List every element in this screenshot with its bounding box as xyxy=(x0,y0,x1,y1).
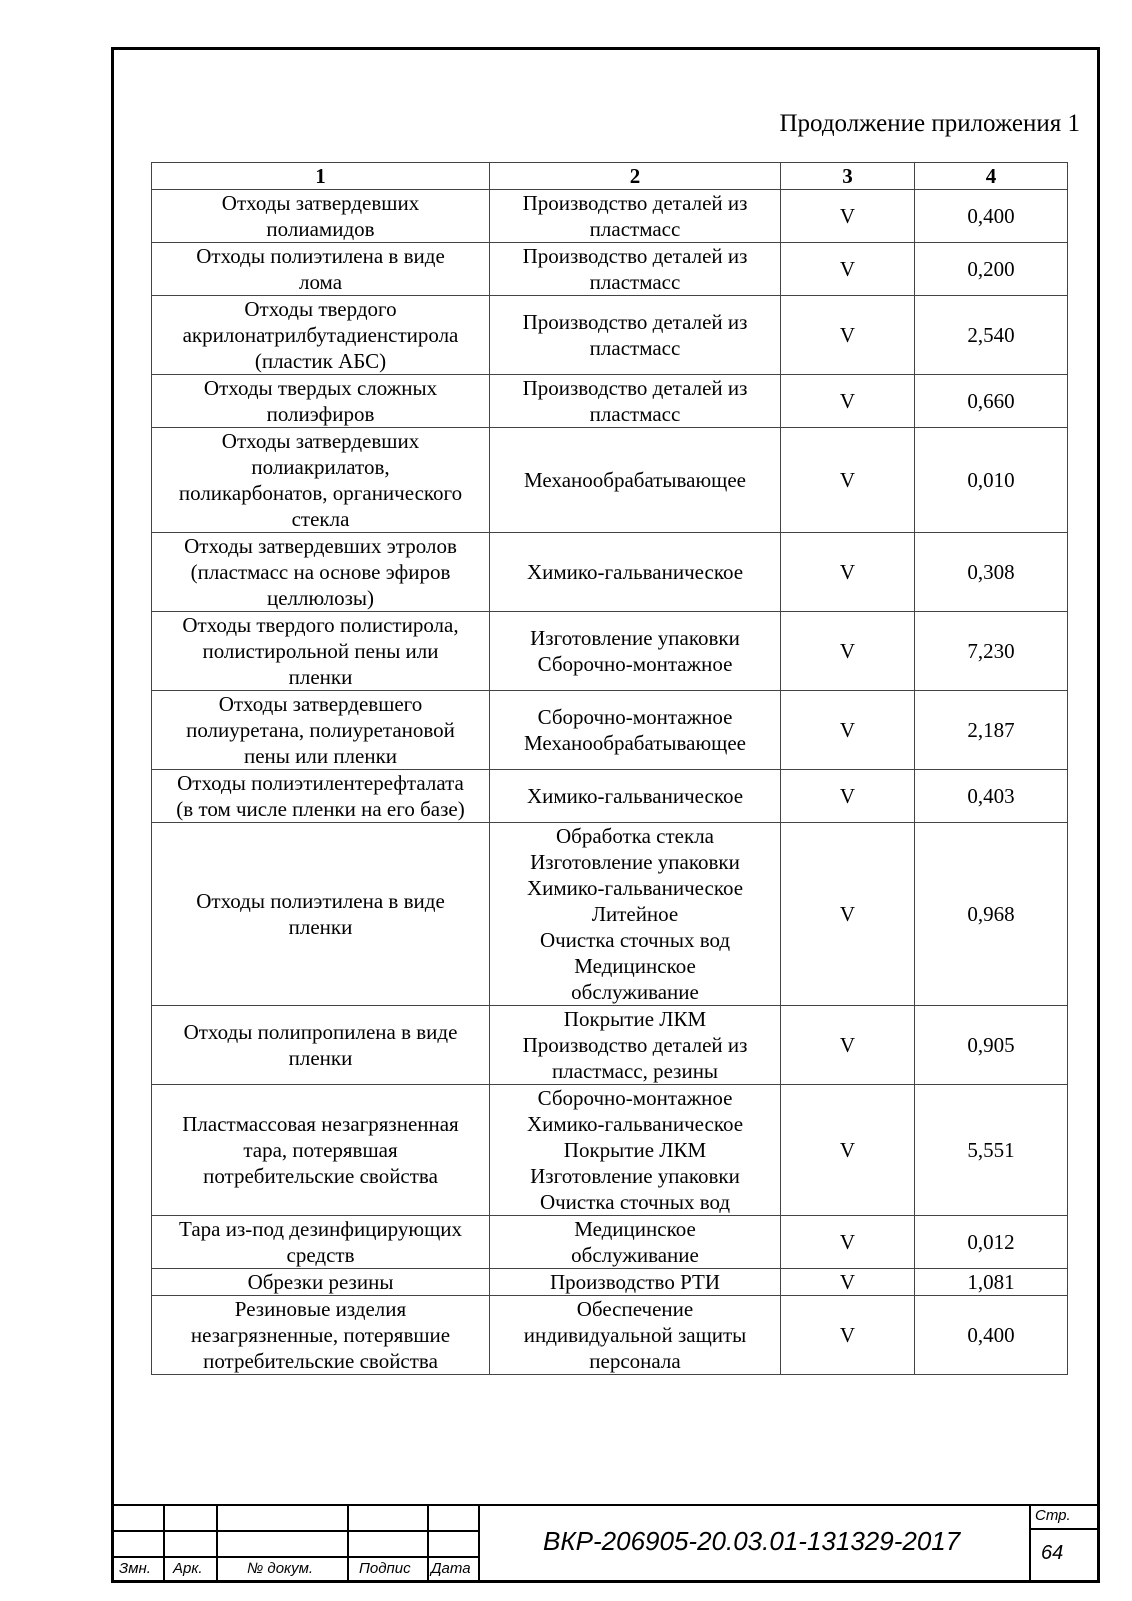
table-row xyxy=(152,691,1068,770)
table-row xyxy=(152,1296,1068,1375)
source-cell: Обработка стекла Изготовление упаковки Химико-гальваническое Литейное Очистка сточных вод Медицинское обслуживание xyxy=(490,823,781,1006)
source-cell: Производство РТИ xyxy=(490,1269,781,1296)
source-cell: Механообрабатывающее xyxy=(490,428,781,533)
hazard-class-cell: V xyxy=(781,190,915,243)
hazard-class-cell: V xyxy=(781,1269,915,1296)
table-row xyxy=(152,1216,1068,1269)
amount-cell: 0,403 xyxy=(915,770,1068,823)
title-block-col-line xyxy=(216,1504,218,1583)
waste-name-cell: Резиновые изделия незагрязненные, потерявшие потребительские свойства xyxy=(152,1296,490,1375)
table-row xyxy=(152,612,1068,691)
waste-name-cell: Отходы полиэтилентерефталата (в том числе пленки на его базе) xyxy=(152,770,490,823)
page-box-line xyxy=(1029,1504,1031,1583)
source-cell: Обеспечение индивидуальной защиты персонала xyxy=(490,1296,781,1375)
source-cell: Покрытие ЛКМ Производство деталей из пластмасс, резины xyxy=(490,1006,781,1085)
stamp-label-doc: № докум. xyxy=(247,1560,314,1577)
hazard-class-cell: V xyxy=(781,1296,915,1375)
table-row xyxy=(152,533,1068,612)
amount-cell: 7,230 xyxy=(915,612,1068,691)
amount-cell: 1,081 xyxy=(915,1269,1068,1296)
waste-name-cell: Отходы твердого акрилонатрилбутадиенстирола (пластик АБС) xyxy=(152,296,490,375)
table-row xyxy=(152,1006,1068,1085)
amount-cell: 2,187 xyxy=(915,691,1068,770)
amount-cell: 5,551 xyxy=(915,1085,1068,1216)
waste-name-cell: Отходы твердого полистирола, полистирольной пены или пленки xyxy=(152,612,490,691)
source-cell: Производство деталей из пластмасс xyxy=(490,296,781,375)
source-cell: Производство деталей из пластмасс xyxy=(490,190,781,243)
waste-name-cell: Пластмассовая незагрязненная тара, потерявшая потребительские свойства xyxy=(152,1085,490,1216)
amount-cell: 0,968 xyxy=(915,823,1068,1006)
table-row xyxy=(152,1269,1068,1296)
amount-cell: 0,400 xyxy=(915,190,1068,243)
title-block-col-line xyxy=(347,1504,349,1583)
waste-name-cell: Отходы затвердевшего полиуретана, полиуретановой пены или пленки xyxy=(152,691,490,770)
column-header-3: 3 xyxy=(781,163,915,190)
source-cell: Производство деталей из пластмасс xyxy=(490,243,781,296)
title-block-col-line xyxy=(427,1504,429,1583)
source-cell: Сборочно-монтажное Механообрабатывающее xyxy=(490,691,781,770)
column-header-2: 2 xyxy=(490,163,781,190)
waste-table xyxy=(151,162,1068,1375)
stamp-label-change: Змн. xyxy=(119,1560,151,1577)
table-header-row xyxy=(152,163,1068,190)
table-row xyxy=(152,190,1068,243)
source-cell: Химико-гальваническое xyxy=(490,533,781,612)
waste-name-cell: Обрезки резины xyxy=(152,1269,490,1296)
title-block-col-line xyxy=(478,1504,480,1583)
hazard-class-cell: V xyxy=(781,296,915,375)
source-cell: Химико-гальваническое xyxy=(490,770,781,823)
stamp-label-sheet: Арк. xyxy=(173,1560,203,1577)
page-number: 64 xyxy=(1041,1542,1064,1564)
title-block-col-line xyxy=(163,1504,165,1583)
continuation-heading: Продолжение приложения 1 xyxy=(779,110,1080,137)
hazard-class-cell: V xyxy=(781,533,915,612)
source-cell: Сборочно-монтажное Химико-гальваническое Покрытие ЛКМ Изготовление упаковки Очистка сточных вод xyxy=(490,1085,781,1216)
document-code: ВКР-206905-20.03.01-131329-2017 xyxy=(543,1526,961,1556)
table-row xyxy=(152,1085,1068,1216)
table-row xyxy=(152,823,1068,1006)
stamp-label-date: Дата xyxy=(431,1560,471,1577)
waste-name-cell: Отходы затвердевших полиамидов xyxy=(152,190,490,243)
amount-cell: 0,308 xyxy=(915,533,1068,612)
table-row xyxy=(152,375,1068,428)
waste-name-cell: Отходы полиэтилена в виде лома xyxy=(152,243,490,296)
source-cell: Медицинское обслуживание xyxy=(490,1216,781,1269)
hazard-class-cell: V xyxy=(781,1006,915,1085)
title-block-row-line xyxy=(111,1556,478,1558)
hazard-class-cell: V xyxy=(781,243,915,296)
table-row xyxy=(152,428,1068,533)
title-block-top-line xyxy=(111,1504,1100,1506)
hazard-class-cell: V xyxy=(781,375,915,428)
hazard-class-cell: V xyxy=(781,823,915,1006)
amount-cell: 0,012 xyxy=(915,1216,1068,1269)
source-cell: Изготовление упаковки Сборочно-монтажное xyxy=(490,612,781,691)
amount-cell: 0,010 xyxy=(915,428,1068,533)
waste-name-cell: Отходы полиэтилена в виде пленки xyxy=(152,823,490,1006)
table-row xyxy=(152,770,1068,823)
hazard-class-cell: V xyxy=(781,612,915,691)
waste-name-cell: Отходы твердых сложных полиэфиров xyxy=(152,375,490,428)
waste-name-cell: Отходы затвердевших этролов (пластмасс на основе эфиров целлюлозы) xyxy=(152,533,490,612)
table-row xyxy=(152,243,1068,296)
hazard-class-cell: V xyxy=(781,691,915,770)
waste-name-cell: Тара из-под дезинфицирующих средств xyxy=(152,1216,490,1269)
stamp-label-sign: Подпис xyxy=(359,1560,411,1577)
table-row xyxy=(152,296,1068,375)
amount-cell: 2,540 xyxy=(915,296,1068,375)
hazard-class-cell: V xyxy=(781,1085,915,1216)
column-header-4: 4 xyxy=(915,163,1068,190)
title-block-row-line xyxy=(111,1530,478,1532)
amount-cell: 0,905 xyxy=(915,1006,1068,1085)
hazard-class-cell: V xyxy=(781,770,915,823)
waste-name-cell: Отходы затвердевших полиакрилатов, поликарбонатов, органического стекла xyxy=(152,428,490,533)
source-cell: Производство деталей из пластмасс xyxy=(490,375,781,428)
hazard-class-cell: V xyxy=(781,1216,915,1269)
page-label: Стр. xyxy=(1035,1507,1071,1524)
amount-cell: 0,200 xyxy=(915,243,1068,296)
page-box-line xyxy=(1029,1528,1100,1530)
column-header-1: 1 xyxy=(152,163,490,190)
hazard-class-cell: V xyxy=(781,428,915,533)
waste-name-cell: Отходы полипропилена в виде пленки xyxy=(152,1006,490,1085)
amount-cell: 0,400 xyxy=(915,1296,1068,1375)
title-block xyxy=(111,1504,1100,1583)
amount-cell: 0,660 xyxy=(915,375,1068,428)
